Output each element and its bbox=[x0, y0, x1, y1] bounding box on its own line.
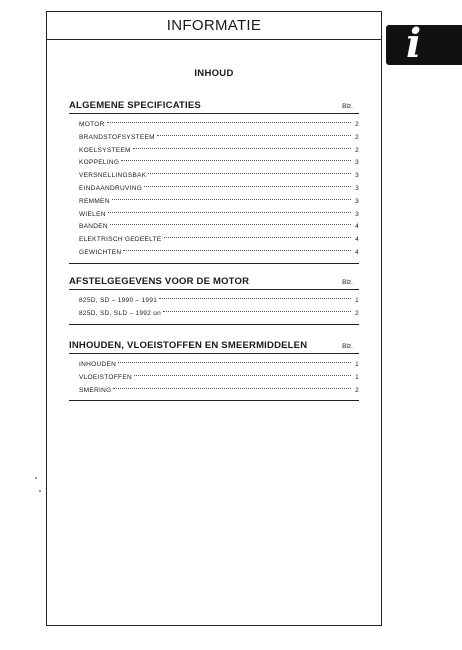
dot-leader bbox=[118, 362, 351, 363]
dot-leader bbox=[134, 375, 351, 376]
entry-label: BRANDSTOFSYSTEEM bbox=[79, 133, 155, 141]
dot-leader bbox=[121, 160, 351, 161]
dot-leader bbox=[144, 186, 351, 187]
entry-page-number: 2 bbox=[355, 121, 359, 128]
toc-entry[interactable] bbox=[69, 295, 359, 308]
section-divider bbox=[69, 324, 359, 325]
entry-page-number: 3 bbox=[355, 210, 359, 218]
toc-section bbox=[69, 340, 359, 401]
entry-label: REMMEN bbox=[79, 197, 110, 205]
header-bar bbox=[47, 12, 381, 40]
page-column-label: Blz. bbox=[342, 279, 353, 286]
dot-leader bbox=[108, 212, 351, 213]
toc-entry[interactable] bbox=[69, 359, 359, 372]
section-header bbox=[69, 276, 359, 290]
section-header bbox=[69, 340, 359, 354]
contents-heading: INHOUD bbox=[194, 68, 234, 79]
entry-label: 825D, SD – 1990 – 1991 bbox=[79, 297, 158, 304]
entry-label: BANDEN bbox=[79, 223, 108, 231]
entry-label: VLOEISTOFFEN bbox=[79, 373, 132, 381]
entry-label: EINDAANDRUVING bbox=[79, 184, 143, 192]
entry-label: KOELSYSTEEM bbox=[79, 146, 131, 154]
entry-page-number: 2 bbox=[355, 133, 359, 141]
entry-page-number: 2 bbox=[355, 146, 359, 154]
entry-page-number: 3 bbox=[355, 159, 359, 167]
toc-entry[interactable] bbox=[69, 247, 359, 260]
dot-leader bbox=[123, 250, 351, 251]
section-header bbox=[69, 100, 359, 114]
toc-entry[interactable] bbox=[69, 372, 359, 385]
info-tab bbox=[386, 20, 462, 67]
toc-entry[interactable] bbox=[69, 170, 359, 183]
entry-label: KOPPELING bbox=[79, 159, 120, 167]
scan-speck bbox=[39, 490, 41, 492]
info-i-icon: i bbox=[406, 20, 422, 67]
toc-entry[interactable] bbox=[69, 385, 359, 398]
entry-page-number: 3 bbox=[355, 172, 359, 180]
dot-leader bbox=[107, 122, 351, 123]
entry-label: VERSNELLINGSBAK bbox=[79, 172, 147, 180]
page-title: INFORMATIE bbox=[166, 17, 262, 34]
dot-leader bbox=[110, 224, 351, 225]
entry-page-number: 4 bbox=[355, 236, 359, 244]
toc-entry[interactable] bbox=[69, 221, 359, 234]
entry-label: SMERING bbox=[79, 386, 112, 394]
section-title: INHOUDEN, VLOEISTOFFEN EN SMEERMIDDELEN bbox=[69, 340, 308, 351]
section-title: AFSTELGEGEVENS VOOR DE MOTOR bbox=[69, 276, 250, 287]
toc-entry[interactable] bbox=[69, 183, 359, 196]
section-title: ALGEMENE SPECIFICATIES bbox=[69, 100, 201, 111]
entry-page-number: 2 bbox=[355, 309, 359, 317]
dot-leader bbox=[133, 148, 351, 149]
entry-label: MOTOR bbox=[79, 121, 105, 128]
dot-leader bbox=[157, 135, 351, 136]
entry-label: INHOUDEN bbox=[79, 361, 117, 368]
page-column-label: Blz. bbox=[342, 103, 353, 110]
dot-leader bbox=[164, 237, 351, 238]
page-column-label: Blz. bbox=[342, 343, 353, 350]
dot-leader bbox=[163, 311, 351, 312]
toc-entry[interactable] bbox=[69, 308, 359, 321]
toc-entry[interactable] bbox=[69, 196, 359, 209]
entry-label: WIELEN bbox=[79, 210, 106, 218]
entry-page-number: 4 bbox=[355, 223, 359, 231]
entry-label: 825D, SD, SLD – 1992 on bbox=[79, 309, 162, 317]
entry-page-number: 1 bbox=[355, 297, 359, 304]
section-divider bbox=[69, 400, 359, 401]
dot-leader bbox=[159, 298, 351, 299]
entry-page-number: 1 bbox=[355, 361, 359, 368]
entry-page-number: 2 bbox=[355, 386, 359, 394]
entry-page-number: 1 bbox=[355, 373, 359, 381]
section-divider bbox=[69, 263, 359, 264]
dot-leader bbox=[112, 199, 351, 200]
entry-page-number: 3 bbox=[355, 184, 359, 192]
toc-section bbox=[69, 276, 359, 325]
toc-entry[interactable] bbox=[69, 234, 359, 247]
entry-label: GEWICHTEN bbox=[79, 248, 122, 256]
entry-label: ELEKTRISCH GEDEELTE bbox=[79, 236, 162, 244]
toc-entry[interactable] bbox=[69, 132, 359, 145]
dot-leader bbox=[113, 388, 351, 389]
entry-page-number: 3 bbox=[355, 197, 359, 205]
toc-entry[interactable] bbox=[69, 209, 359, 222]
toc-entry[interactable] bbox=[69, 145, 359, 158]
dot-leader bbox=[148, 173, 351, 174]
entry-page-number: 4 bbox=[355, 248, 359, 256]
toc-section bbox=[69, 100, 359, 264]
toc-entry[interactable] bbox=[69, 119, 359, 132]
toc-entry[interactable] bbox=[69, 157, 359, 170]
scan-speck bbox=[35, 477, 37, 479]
